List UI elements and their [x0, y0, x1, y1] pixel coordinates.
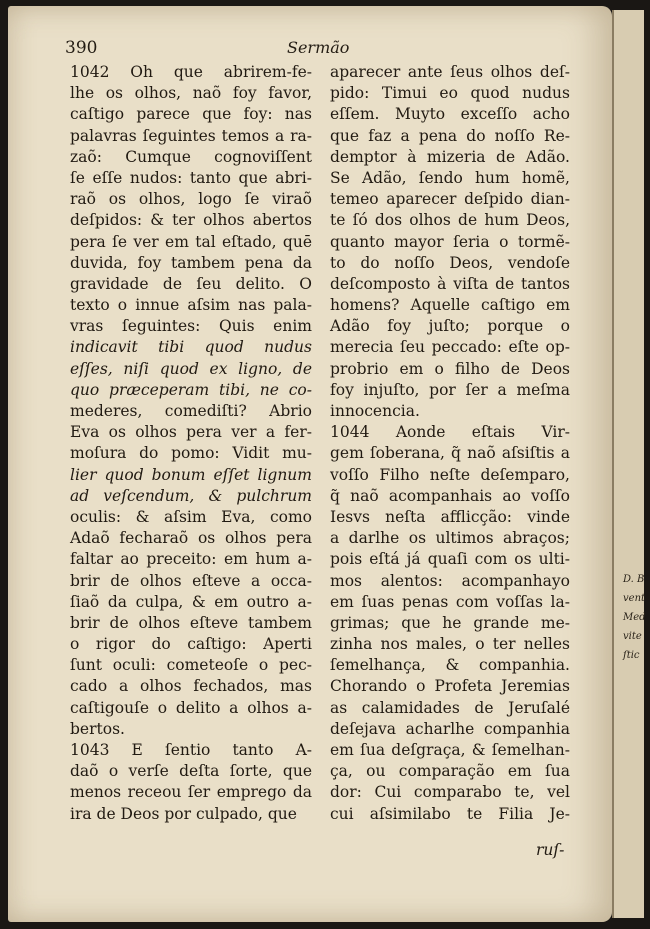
- text-line: vras ſeguintes: Quis enim: [70, 317, 312, 336]
- text-line: gravidade de ſeu delito. O: [70, 274, 312, 293]
- left-text-column: [70, 62, 312, 825]
- facing-page-margin-note: [623, 570, 650, 665]
- text-line: deſcomposto à viſta de tantos: [330, 274, 570, 293]
- text-line: foy injuſto, por ſer a meſma: [330, 380, 570, 399]
- text-line: mederes, comediſti? Abrio: [70, 402, 312, 420]
- text-line: duvida, foy tambem pena da: [70, 253, 312, 272]
- text-line: brir de olhos eſteve tambem: [70, 613, 312, 632]
- text-line: ſiaõ da culpa, & em outro a-: [70, 592, 312, 611]
- running-head: Sermão: [287, 38, 350, 57]
- text-line: que faz a pena do noſſo Re-: [330, 126, 570, 145]
- text-line: cui aſsimilabo te Filia Je-: [330, 804, 570, 823]
- text-line: lier quod bonum eſſet lignum: [70, 465, 312, 484]
- page-header: [65, 38, 605, 62]
- text-line: oculis: & aſsim Eva, como: [70, 507, 312, 526]
- text-line: Adaõ fecharaõ os olhos pera: [70, 529, 312, 548]
- page-number: 390: [65, 38, 98, 58]
- text-line: demptor à mizeria de Adão.: [330, 147, 570, 166]
- text-line: pera ſe ver em tal eſtado, quē: [70, 232, 312, 251]
- text-line: mos alentos: acompanhayo: [330, 571, 570, 590]
- text-line: to do noſſo Deos, vendoſe: [330, 253, 570, 272]
- text-line: indicavit tibi quod nudus: [70, 338, 312, 357]
- text-line: innocencia.: [330, 402, 420, 420]
- text-line: bertos.: [70, 719, 125, 738]
- text-line: probrio em o filho de Deos: [330, 359, 570, 378]
- margin-note-line: vite: [623, 631, 642, 642]
- text-line: ad veſcendum, & pulchrum: [70, 486, 312, 505]
- text-line: te ſó dos olhos de hum Deos,: [330, 211, 570, 230]
- text-line: gem ſoberana, q̃ naõ aſsiſtis a: [330, 444, 570, 463]
- text-line: voſſo Filho neſte deſemparo,: [330, 465, 570, 484]
- text-line: caſtigo parece que foy: nas: [70, 105, 312, 124]
- text-line: palavras ſeguintes temos a ra-: [70, 126, 312, 145]
- right-text-column: [330, 62, 570, 825]
- text-line: temeo aparecer deſpido dian-: [330, 190, 570, 209]
- text-line: caſtigouſe o delito a olhos a-: [70, 698, 312, 717]
- text-line: faltar ao preceito: em hum a-: [70, 550, 312, 569]
- text-line: o rigor do caſtigo: Aperti: [70, 635, 312, 654]
- text-line: pois eſtá já quaſi com os ulti-: [330, 550, 570, 569]
- facing-page-edge: [612, 10, 644, 918]
- text-line: 1042 Oh que abrirem-fe-: [70, 63, 312, 81]
- text-line: eſſes, niſi quod ex ligno, de: [70, 359, 312, 378]
- text-line: deſpidos: & ter olhos abertos: [70, 211, 312, 230]
- text-line: aparecer ante ſeus olhos deſ-: [330, 63, 570, 81]
- text-line: ſunt oculi: cometeoſe o pec-: [70, 656, 312, 675]
- text-line: quanto mayor ſeria o tormẽ-: [330, 232, 570, 251]
- text-line: em ſua deſgraça, & ſemelhan-: [330, 741, 570, 759]
- text-line: quo præceperam tibi, ne co-: [70, 380, 312, 399]
- text-line: eſſem. Muyto exceſſo acho: [330, 105, 570, 124]
- text-line: brir de olhos eſteve a occa-: [70, 571, 312, 590]
- text-line: merecia ſeu peccado: eſte op-: [330, 338, 570, 357]
- text-line: em ſuas penas com voſſas la-: [330, 592, 570, 611]
- margin-note-line: D. B: [623, 574, 645, 585]
- text-line: lhe os olhos, naõ foy favor,: [70, 84, 312, 103]
- text-line: 1043 E ſentio tanto A-: [70, 741, 312, 759]
- text-line: daõ o verſe deſta ſorte, que: [70, 762, 312, 781]
- text-line: zaõ: Cumque cognoviſſent: [70, 147, 312, 166]
- text-line: a darlhe os ultimos abraços;: [330, 529, 570, 548]
- text-line: ſemelhança, & companhia.: [330, 656, 570, 675]
- text-line: texto o innue aſsim nas pala-: [70, 296, 312, 315]
- text-line: ira de Deos por culpado, que: [70, 804, 297, 823]
- text-line: raõ os olhos, logo ſe viraõ: [70, 190, 312, 209]
- text-line: 1044 Aonde eſtais Vir-: [330, 423, 570, 442]
- text-line: Adão foy juſto; porque o: [330, 317, 570, 336]
- text-line: moſura do pomo: Vidit mu-: [70, 444, 312, 463]
- text-line: ſe eſſe nudos: tanto que abri-: [70, 168, 312, 187]
- catchword: ruſ-: [536, 841, 565, 859]
- margin-note-line: ſtic: [623, 650, 640, 661]
- text-line: homens? Aquelle caſtigo em: [330, 296, 570, 315]
- text-line: menos receou ſer emprego da: [70, 783, 312, 802]
- text-line: Eva os olhos pera ver a fer-: [70, 423, 312, 442]
- text-line: ça, ou comparação em ſua: [330, 762, 570, 781]
- text-line: Chorando o Profeta Jeremias: [330, 677, 570, 696]
- text-line: Iesvs neſta afflicção: vinde: [330, 507, 570, 526]
- text-line: dor: Cui comparabo te, vel: [330, 783, 570, 802]
- text-line: zinha nos males, o ter nelles: [330, 635, 570, 654]
- text-line: deſejava acharlhe companhia: [330, 719, 570, 738]
- text-line: q̃ naõ acompanhais ao voſſo: [330, 486, 570, 505]
- text-line: as calamidades de Jeruſalé: [330, 698, 570, 717]
- margin-note-line: vent: [623, 593, 646, 604]
- text-line: Se Adão, ſendo hum homẽ,: [330, 168, 570, 187]
- text-line: pido: Timui eo quod nudus: [330, 84, 570, 103]
- margin-note-line: Med: [623, 612, 646, 623]
- text-line: grimas; que he grande me-: [330, 613, 570, 632]
- text-line: cado a olhos fechados, mas: [70, 677, 312, 696]
